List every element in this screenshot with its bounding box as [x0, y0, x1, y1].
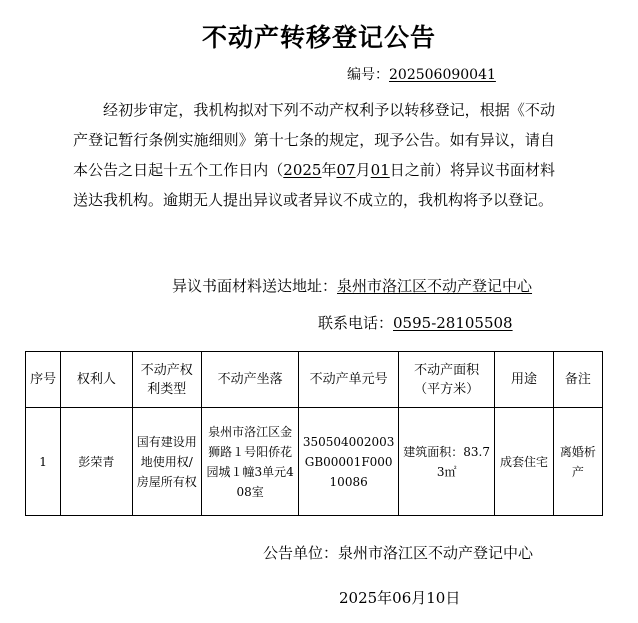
notice-text-part1: 经初步审定，我机构拟对下列不动产权利予以转移登记，根据《不动产登记暂行条例实施细则》第十七条的规定，现予公告。如有异议，请自本公告之日起十五个工作日内（	[73, 101, 555, 179]
cell-remarks: 离婚析产	[553, 408, 602, 516]
header-usage: 用途	[495, 352, 553, 408]
cell-right-type: 国有建设用地使用权/房屋所有权	[132, 408, 201, 516]
phone-label: 联系电话：	[318, 314, 394, 332]
table-row	[26, 408, 603, 516]
header-location: 不动产坐落	[201, 352, 299, 408]
document-number	[347, 64, 496, 84]
header-remarks: 备注	[553, 352, 602, 408]
contact-phone	[318, 312, 513, 333]
cell-usage: 成套住宅	[495, 408, 553, 516]
cell-area: 建筑面积：83.73㎡	[398, 408, 495, 516]
table-header-row	[26, 352, 603, 408]
deadline-month-unit: 月	[355, 161, 371, 179]
header-owner: 权利人	[61, 352, 132, 408]
deadline-month: 07	[336, 161, 356, 179]
page-title: 不动产转移登记公告	[201, 23, 436, 52]
deadline-year: 2025	[283, 161, 322, 179]
deadline-year-unit: 年	[321, 161, 337, 179]
cell-owner: 彭荣青	[61, 408, 132, 516]
document-number-label: 编号：	[347, 67, 389, 83]
document-number-value: 202506090041	[389, 67, 496, 83]
issuing-unit-value: 泉州市洛江区不动产登记中心	[338, 544, 534, 562]
header-area: 不动产面积（平方米）	[398, 352, 495, 408]
header-index: 序号	[26, 352, 61, 408]
issuing-unit-label: 公告单位：	[263, 544, 339, 562]
address-value: 泉州市洛江区不动产登记中心	[337, 277, 533, 295]
cell-location: 泉州市洛江区金狮路１号阳侨花园城１幢3单元408室	[201, 408, 299, 516]
header-unit-number: 不动产单元号	[299, 352, 399, 408]
cell-index: 1	[26, 408, 61, 516]
notice-text-part2: 日之前）将异议书面材料送达我机构。逾期无人提出异议或者异议不成立的，我机构将予以登记。	[73, 161, 555, 209]
property-table	[25, 351, 603, 516]
phone-value: 0595-28105508	[393, 314, 513, 332]
issue-date: 2025年06月10日	[339, 589, 461, 607]
address-label: 异议书面材料送达地址：	[172, 277, 338, 295]
cell-unit-number: 350504002003GB00001F00010086	[299, 408, 399, 516]
notice-body	[73, 95, 555, 215]
objection-address	[172, 275, 532, 296]
header-right-type: 不动产权利类型	[132, 352, 201, 408]
deadline-day: 01	[370, 161, 390, 179]
notice-paragraph	[73, 95, 555, 215]
issuing-unit	[263, 542, 533, 563]
